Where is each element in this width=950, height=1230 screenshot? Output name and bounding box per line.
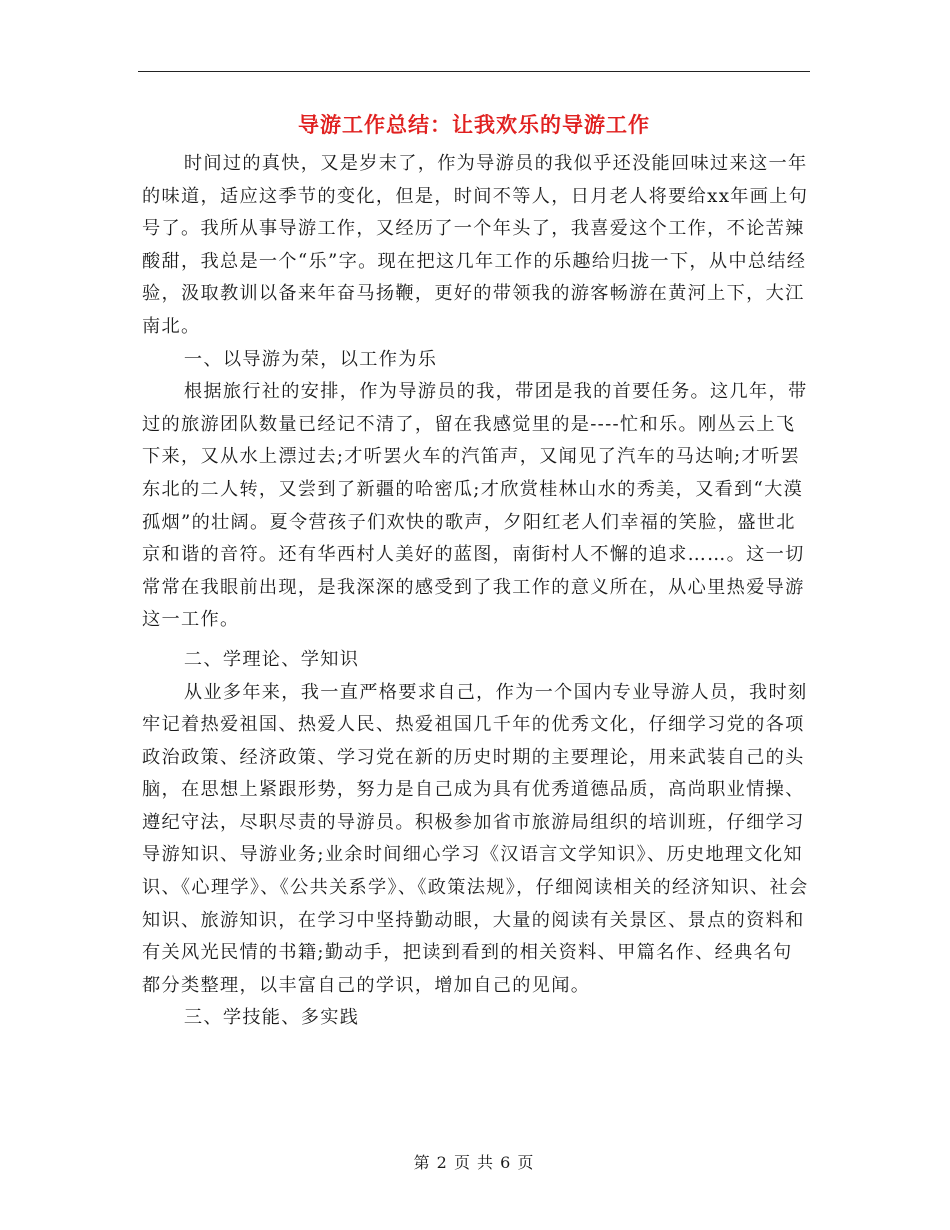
section-1-paragraph: 根据旅行社的安排，作为导游员的我，带团是我的首要任务。这几年，带过的旅游团队数量已经记不清了，留在我感觉里的是----忙和乐。刚丛云上飞下来，又从水上漂过去;才听罢火车的汽笛声，又闻见了汽车的马达响;才听罢东北的二人转，又尝到了新疆的哈密瓜;才欣赏桂林山水的秀美，又看到“大漠孤烟”的壮阔。夏令营孩子们欢快的歌声，夕阳红老人们幸福的笑脸，盛世北京和谐的音符。还有华西村人美好的蓝图，南街村人不懈的追求……。这一切常常在我眼前出现，是我深深的感受到了我工作的意义所在，从心里热爱导游这一工作。 xyxy=(142,381,808,631)
page-number-footer: 第 2 页 共 6 页 xyxy=(413,1153,535,1172)
section-heading-1: 一、以导游为荣，以工作为乐 xyxy=(183,348,438,370)
intro-paragraph: 时间过的真快，又是岁末了，作为导游员的我似乎还没能回味过来这一年的味道，适应这季节的变化，但是，时间不等人，日月老人将要给xx年画上句号了。我所从事导游工作，又经历了一个年头了，我喜爱这个工作，不论苦辣酸甜，我总是一个“乐”字。现在把这几年工作的乐趣给归拢一下，从中总结经验，汲取教训以备来年奋马扬鞭，更好的带领我的游客畅游在黄河上下，大江南北。 xyxy=(142,153,809,337)
section-heading-2: 二、学理论、学知识 xyxy=(183,648,360,670)
header-rule xyxy=(138,71,810,72)
section-heading-3: 三、学技能、多实践 xyxy=(183,1007,360,1029)
section-2-paragraph: 从业多年来，我一直严格要求自己，作为一个国内专业导游人员，我时刻牢记着热爱祖国、热爱人民、热爱祖国几千年的优秀文化，仔细学习党的各项政治政策、经济政策、学习党在新的历史时期的主要理论，用来武装自己的头脑，在思想上紧跟形势，努力是自己成为具有优秀道德品质，高尚职业情操、遵纪守法，尽职尽责的导游员。积极参加省市旅游局组织的培训班，仔细学习导游知识、导游业务;业余时间细心学习《汉语言文学知识》、历史地理文化知识、《心理学》、《公共关系学》、《政策法规》，仔细阅读相关的经济知识、社会知识、旅游知识，在学习中坚持勤动眼，大量的阅读有关景区、景点的资料和有关风光民情的书籍;勤动手，把读到看到的相关资料、甲篇名作、经典名句都分类整理，以丰富自己的学识，增加自己的见闻。 xyxy=(142,681,809,996)
document-title: 导游工作总结：让我欢乐的导游工作 xyxy=(298,112,650,137)
document-body xyxy=(142,148,810,1035)
